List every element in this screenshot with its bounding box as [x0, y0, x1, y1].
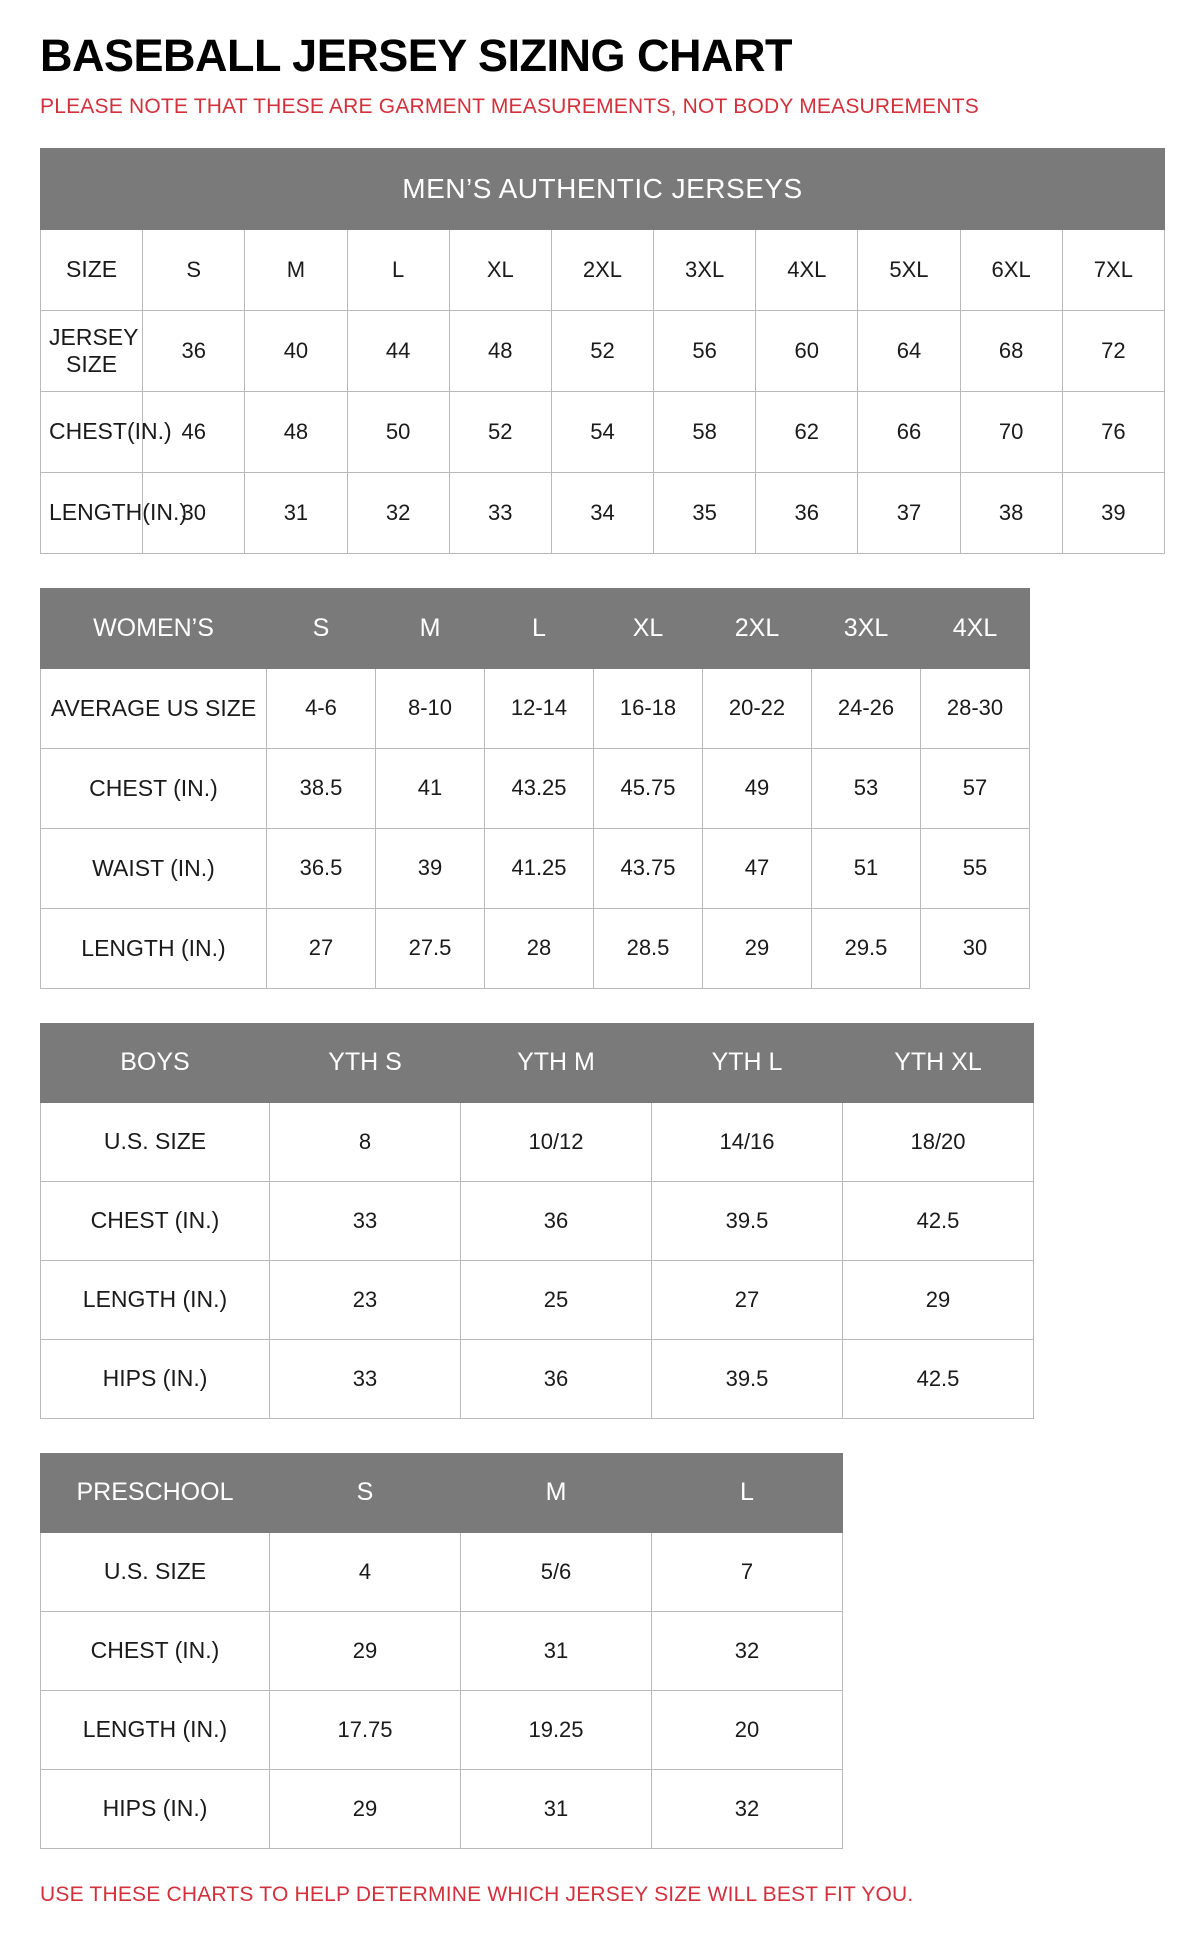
boys-size-yth-s: YTH S [270, 1023, 461, 1102]
womens-row-label-chest: CHEST (IN.) [41, 748, 267, 828]
cell: 49 [703, 748, 812, 828]
womens-header-label: WOMEN’S [41, 588, 267, 668]
cell: 28-30 [921, 668, 1030, 748]
cell: 39.5 [652, 1339, 843, 1418]
cell: 52 [449, 391, 551, 472]
mens-banner-row [41, 148, 1165, 229]
table-row [41, 1181, 1034, 1260]
mens-size-l: L [347, 229, 449, 310]
cell: 32 [347, 472, 449, 553]
cell: 16-18 [594, 668, 703, 748]
cell: 38.5 [267, 748, 376, 828]
cell: 66 [858, 391, 960, 472]
table-row [41, 1339, 1034, 1418]
cell: 36 [756, 472, 858, 553]
cell: 76 [1062, 391, 1164, 472]
womens-header-row [41, 588, 1030, 668]
womens-size-m: M [376, 588, 485, 668]
cell: 54 [551, 391, 653, 472]
cell: 39 [1062, 472, 1164, 553]
cell: 35 [654, 472, 756, 553]
cell: 50 [347, 391, 449, 472]
cell: 44 [347, 310, 449, 391]
cell: 36 [143, 310, 245, 391]
cell: 27.5 [376, 908, 485, 988]
cell: 43.75 [594, 828, 703, 908]
mens-size-7xl: 7XL [1062, 229, 1164, 310]
cell: 29 [843, 1260, 1034, 1339]
mens-size-s: S [143, 229, 245, 310]
table-row [41, 908, 1030, 988]
cell: 55 [921, 828, 1030, 908]
preschool-size-l: L [652, 1453, 843, 1532]
womens-row-label-waist: WAIST (IN.) [41, 828, 267, 908]
preschool-size-m: M [461, 1453, 652, 1532]
cell: 30 [143, 472, 245, 553]
cell: 29 [270, 1611, 461, 1690]
cell: 39 [376, 828, 485, 908]
boys-row-label-length: LENGTH (IN.) [41, 1260, 270, 1339]
table-row [41, 748, 1030, 828]
womens-size-4xl: 4XL [921, 588, 1030, 668]
cell: 14/16 [652, 1102, 843, 1181]
mens-size-6xl: 6XL [960, 229, 1062, 310]
cell: 4 [270, 1532, 461, 1611]
cell: 28.5 [594, 908, 703, 988]
table-row [41, 1611, 843, 1690]
preschool-header-row [41, 1453, 843, 1532]
cell: 31 [461, 1769, 652, 1848]
boys-size-yth-l: YTH L [652, 1023, 843, 1102]
cell: 42.5 [843, 1181, 1034, 1260]
cell: 33 [449, 472, 551, 553]
cell: 39.5 [652, 1181, 843, 1260]
cell: 32 [652, 1769, 843, 1848]
cell: 19.25 [461, 1690, 652, 1769]
cell: 46 [143, 391, 245, 472]
cell: 23 [270, 1260, 461, 1339]
cell: 41.25 [485, 828, 594, 908]
boys-row-label-chest: CHEST (IN.) [41, 1181, 270, 1260]
womens-size-2xl: 2XL [703, 588, 812, 668]
cell: 28 [485, 908, 594, 988]
mens-row-label-length: LENGTH(IN.) [41, 472, 143, 553]
preschool-sizing-table [40, 1453, 843, 1849]
table-row [41, 391, 1165, 472]
cell: 38 [960, 472, 1062, 553]
cell: 5/6 [461, 1532, 652, 1611]
cell: 34 [551, 472, 653, 553]
cell: 29 [703, 908, 812, 988]
mens-row-label-jersey-size: JERSEY SIZE [41, 310, 143, 391]
mens-size-header-row [41, 229, 1165, 310]
mens-row-label-chest: CHEST(IN.) [41, 391, 143, 472]
cell: 18/20 [843, 1102, 1034, 1181]
table-row [41, 1690, 843, 1769]
cell: 33 [270, 1339, 461, 1418]
womens-size-3xl: 3XL [812, 588, 921, 668]
womens-row-label-length: LENGTH (IN.) [41, 908, 267, 988]
table-row [41, 1532, 843, 1611]
mens-size-2xl: 2XL [551, 229, 653, 310]
mens-size-m: M [245, 229, 347, 310]
cell: 68 [960, 310, 1062, 391]
mens-size-label: SIZE [41, 229, 143, 310]
cell: 41 [376, 748, 485, 828]
table-row [41, 1260, 1034, 1339]
boys-header-row [41, 1023, 1034, 1102]
cell: 20 [652, 1690, 843, 1769]
cell: 70 [960, 391, 1062, 472]
womens-size-xl: XL [594, 588, 703, 668]
cell: 31 [245, 472, 347, 553]
cell: 60 [756, 310, 858, 391]
cell: 12-14 [485, 668, 594, 748]
boys-size-yth-m: YTH M [461, 1023, 652, 1102]
cell: 40 [245, 310, 347, 391]
boys-header-label: BOYS [41, 1023, 270, 1102]
womens-size-l: L [485, 588, 594, 668]
cell: 53 [812, 748, 921, 828]
womens-row-label-average-us-size: AVERAGE US SIZE [41, 668, 267, 748]
page-title: BASEBALL JERSEY SIZING CHART [40, 30, 792, 81]
cell: 31 [461, 1611, 652, 1690]
cell: 27 [267, 908, 376, 988]
mens-size-3xl: 3XL [654, 229, 756, 310]
cell: 37 [858, 472, 960, 553]
mens-size-xl: XL [449, 229, 551, 310]
table-row [41, 1769, 843, 1848]
cell: 32 [652, 1611, 843, 1690]
mens-size-5xl: 5XL [858, 229, 960, 310]
cell: 72 [1062, 310, 1164, 391]
cell: 4-6 [267, 668, 376, 748]
preschool-header-label: PRESCHOOL [41, 1453, 270, 1532]
cell: 10/12 [461, 1102, 652, 1181]
table-row [41, 828, 1030, 908]
cell: 8 [270, 1102, 461, 1181]
cell: 36 [461, 1181, 652, 1260]
table-row [41, 472, 1165, 553]
table-row [41, 1102, 1034, 1181]
cell: 45.75 [594, 748, 703, 828]
preschool-row-label-us-size: U.S. SIZE [41, 1532, 270, 1611]
cell: 27 [652, 1260, 843, 1339]
cell: 48 [449, 310, 551, 391]
cell: 20-22 [703, 668, 812, 748]
cell: 56 [654, 310, 756, 391]
cell: 47 [703, 828, 812, 908]
cell: 24-26 [812, 668, 921, 748]
cell: 43.25 [485, 748, 594, 828]
boys-row-label-us-size: U.S. SIZE [41, 1102, 270, 1181]
cell: 52 [551, 310, 653, 391]
footer-note: USE THESE CHARTS TO HELP DETERMINE WHICH JERSEY SIZE WILL BEST FIT YOU. [40, 1882, 914, 1906]
cell: 29 [270, 1769, 461, 1848]
boys-row-label-hips: HIPS (IN.) [41, 1339, 270, 1418]
measurement-note: PLEASE NOTE THAT THESE ARE GARMENT MEASUREMENTS, NOT BODY MEASUREMENTS [40, 95, 979, 119]
cell: 51 [812, 828, 921, 908]
womens-sizing-table [40, 588, 1030, 989]
cell: 57 [921, 748, 1030, 828]
boys-sizing-table [40, 1023, 1034, 1419]
womens-size-s: S [267, 588, 376, 668]
table-row [41, 310, 1165, 391]
cell: 62 [756, 391, 858, 472]
mens-banner: MEN’S AUTHENTIC JERSEYS [41, 148, 1165, 229]
preschool-row-label-hips: HIPS (IN.) [41, 1769, 270, 1848]
cell: 29.5 [812, 908, 921, 988]
cell: 58 [654, 391, 756, 472]
cell: 48 [245, 391, 347, 472]
cell: 17.75 [270, 1690, 461, 1769]
cell: 64 [858, 310, 960, 391]
mens-size-4xl: 4XL [756, 229, 858, 310]
table-row [41, 668, 1030, 748]
cell: 8-10 [376, 668, 485, 748]
preschool-size-s: S [270, 1453, 461, 1532]
cell: 7 [652, 1532, 843, 1611]
cell: 42.5 [843, 1339, 1034, 1418]
cell: 33 [270, 1181, 461, 1260]
boys-size-yth-xl: YTH XL [843, 1023, 1034, 1102]
mens-sizing-table [40, 148, 1165, 554]
cell: 30 [921, 908, 1030, 988]
cell: 36 [461, 1339, 652, 1418]
cell: 25 [461, 1260, 652, 1339]
preschool-row-label-chest: CHEST (IN.) [41, 1611, 270, 1690]
preschool-row-label-length: LENGTH (IN.) [41, 1690, 270, 1769]
cell: 36.5 [267, 828, 376, 908]
